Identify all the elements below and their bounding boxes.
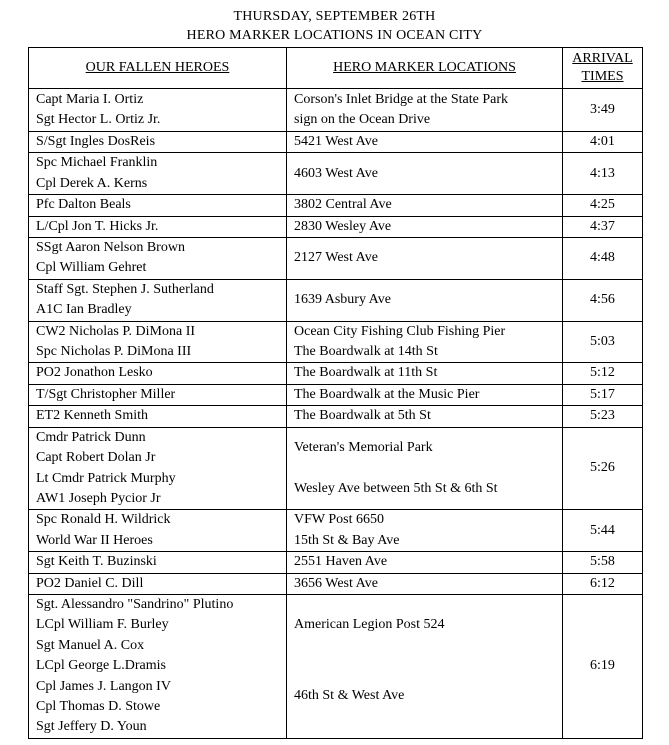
table-row — [29, 216, 643, 237]
location-cell — [287, 89, 563, 132]
arrival-time-cell: 4:25 — [563, 195, 643, 216]
heroes-cell — [29, 363, 287, 384]
heroes-cell — [29, 132, 287, 153]
hero-name: Cpl Derek A. Kerns — [36, 175, 148, 191]
hero-name: Spc Michael Franklin — [36, 155, 158, 171]
arrival-time-cell: 4:48 — [563, 238, 643, 280]
hero-name: Cpl James J. Langon IV — [36, 678, 171, 694]
table-row — [29, 279, 643, 321]
location-cell — [287, 427, 563, 510]
location-text: The Boardwalk at 14th St — [294, 344, 438, 360]
hero-name: Cmdr Patrick Dunn — [36, 429, 146, 445]
table-row — [29, 153, 643, 195]
table-row — [29, 552, 643, 573]
location-text: The Boardwalk at 5th St — [294, 408, 431, 424]
heroes-cell — [29, 384, 287, 405]
location-text: Ocean City Fishing Club Fishing Pier — [294, 323, 506, 339]
location-cell — [287, 510, 563, 552]
arrival-time-cell: 5:44 — [563, 510, 643, 552]
hero-name: Capt Maria I. Ortiz — [36, 91, 144, 107]
location-text: 2830 Wesley Ave — [294, 218, 392, 234]
table-row — [29, 406, 643, 427]
arrival-time-cell: 4:01 — [563, 132, 643, 153]
heroes-cell — [29, 89, 287, 132]
heroes-cell — [29, 552, 287, 573]
column-header-arrival-times — [563, 48, 643, 89]
hero-name: S/Sgt Ingles DosReis — [36, 134, 156, 149]
location-cell — [287, 406, 563, 427]
hero-name: Capt Robert Dolan Jr — [36, 450, 156, 466]
hero-name: World War II Heroes — [36, 532, 153, 548]
arrival-time-cell: 5:26 — [563, 427, 643, 510]
arrival-time-cell: 4:37 — [563, 216, 643, 237]
heroes-cell — [29, 216, 287, 237]
location-cell — [287, 279, 563, 321]
heroes-cell — [29, 153, 287, 195]
location-text: sign on the Ocean Drive — [294, 112, 431, 127]
table-row — [29, 132, 643, 153]
arrival-time-cell: 6:19 — [563, 594, 643, 738]
location-text: Corson's Inlet Bridge at the State Park — [294, 91, 509, 107]
heroes-cell — [29, 573, 287, 594]
location-text: 2551 Haven Ave — [294, 554, 388, 570]
hero-name: T/Sgt Christopher Miller — [36, 386, 176, 402]
heroes-cell — [29, 594, 287, 738]
location-cell — [287, 153, 563, 195]
hero-name: Spc Ronald H. Wildrick — [36, 512, 171, 528]
arrival-time-cell: 5:03 — [563, 321, 643, 363]
document-title: HERO MARKER LOCATIONS IN OCEAN CITY — [186, 28, 483, 43]
hero-name: Staff Sgt. Stephen J. Sutherland — [36, 281, 214, 297]
table-header-row — [29, 48, 643, 89]
hero-name: Sgt Manuel A. Cox — [36, 637, 145, 653]
location-cell — [287, 216, 563, 237]
hero-name: Spc Nicholas P. DiMona III — [36, 344, 192, 360]
location-cell — [287, 594, 563, 738]
location-text: 4603 West Ave — [294, 165, 378, 181]
table-row — [29, 195, 643, 216]
hero-name: LCpl George L.Dramis — [36, 658, 166, 674]
arrival-time-cell: 5:58 — [563, 552, 643, 573]
location-text: 46th St & West Ave — [294, 687, 405, 703]
location-cell — [287, 195, 563, 216]
arrival-header-line2: TIMES — [581, 69, 624, 84]
document-date-heading: THURSDAY, SEPTEMBER 26TH — [233, 9, 436, 24]
hero-name: L/Cpl Jon T. Hicks Jr. — [36, 218, 159, 234]
location-text: The Boardwalk at 11th St — [294, 365, 438, 381]
table-row — [29, 573, 643, 594]
location-text: Veteran's Memorial Park — [294, 439, 433, 455]
hero-name: Sgt Jeffery D. Youn — [36, 719, 147, 735]
location-text: Wesley Ave between 5th St & 6th St — [294, 480, 498, 496]
hero-name: Sgt Hector L. Ortiz Jr. — [36, 112, 161, 127]
heroes-cell — [29, 406, 287, 427]
heroes-cell — [29, 321, 287, 363]
hero-name: Pfc Dalton Beals — [36, 197, 131, 213]
hero-name: A1C Ian Bradley — [36, 302, 132, 318]
heroes-cell — [29, 279, 287, 321]
table-row — [29, 427, 643, 510]
table-row — [29, 238, 643, 280]
location-text: 2127 West Ave — [294, 250, 378, 266]
table-row — [29, 89, 643, 132]
hero-name: Sgt Keith T. Buzinski — [36, 554, 157, 570]
arrival-time-cell: 5:12 — [563, 363, 643, 384]
location-text: The Boardwalk at the Music Pier — [294, 386, 480, 402]
location-cell — [287, 573, 563, 594]
arrival-time-cell: 5:17 — [563, 384, 643, 405]
table-row — [29, 363, 643, 384]
arrival-time-cell: 5:23 — [563, 406, 643, 427]
location-text: American Legion Post 524 — [294, 617, 445, 633]
hero-name: PO2 Jonathon Lesko — [36, 365, 153, 381]
location-cell — [287, 321, 563, 363]
location-cell — [287, 132, 563, 153]
heroes-cell — [29, 195, 287, 216]
location-text: 15th St & Bay Ave — [294, 532, 400, 548]
hero-name: CW2 Nicholas P. DiMona II — [36, 323, 196, 339]
arrival-time-cell: 3:49 — [563, 89, 643, 132]
location-cell — [287, 238, 563, 280]
arrival-time-cell: 4:13 — [563, 153, 643, 195]
column-header-locations: HERO MARKER LOCATIONS — [287, 48, 563, 89]
column-header-heroes: OUR FALLEN HEROES — [29, 48, 287, 89]
location-text: 5421 West Ave — [294, 134, 378, 149]
heroes-cell — [29, 427, 287, 510]
arrival-time-cell: 4:56 — [563, 279, 643, 321]
table-row — [29, 321, 643, 363]
location-text: 3802 Central Ave — [294, 197, 392, 213]
arrival-header-line1: ARRIVAL — [572, 51, 633, 66]
location-text: 1639 Asbury Ave — [294, 292, 391, 308]
hero-name: AW1 Joseph Pycior Jr — [36, 490, 161, 506]
hero-name: Lt Cmdr Patrick Murphy — [36, 470, 176, 486]
location-text: VFW Post 6650 — [294, 512, 384, 528]
location-cell — [287, 363, 563, 384]
hero-name: LCpl William F. Burley — [36, 617, 169, 633]
heroes-cell — [29, 238, 287, 280]
hero-name: ET2 Kenneth Smith — [36, 408, 148, 424]
hero-name: Sgt. Alessandro "Sandrino" Plutino — [36, 596, 234, 612]
table-row — [29, 594, 643, 738]
location-cell — [287, 384, 563, 405]
location-cell — [287, 552, 563, 573]
table-row — [29, 510, 643, 552]
hero-name: Cpl Thomas D. Stowe — [36, 698, 161, 714]
table-row — [29, 384, 643, 405]
hero-marker-table — [28, 47, 643, 739]
heroes-cell — [29, 510, 287, 552]
location-text: 3656 West Ave — [294, 575, 378, 591]
hero-name: Cpl William Gehret — [36, 260, 147, 276]
hero-name: SSgt Aaron Nelson Brown — [36, 240, 185, 256]
hero-name: PO2 Daniel C. Dill — [36, 575, 144, 591]
arrival-time-cell: 6:12 — [563, 573, 643, 594]
